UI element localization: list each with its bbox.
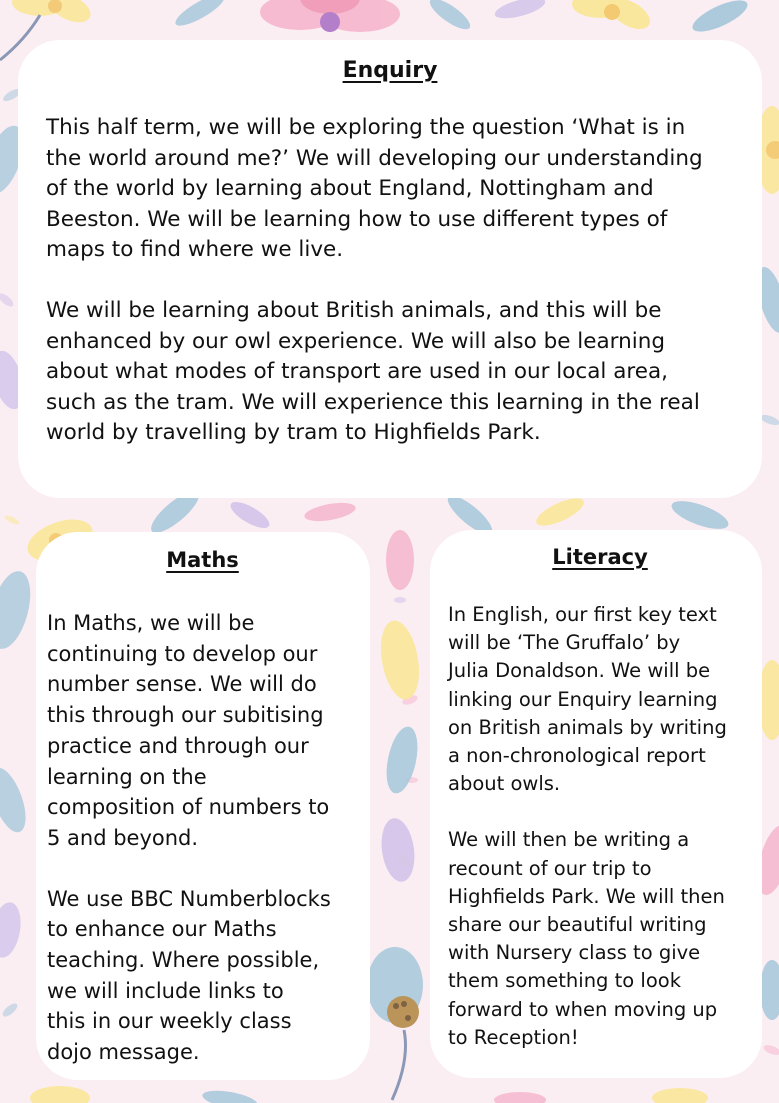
text-line: on British animals by writing [448, 715, 727, 739]
text-line: such as the tram. We will experience this learning in the real [46, 389, 700, 415]
text-line: we will include links to [47, 978, 284, 1003]
text-line: teaching. Where possible, [47, 948, 320, 973]
text-line: them something to look [448, 969, 681, 993]
enquiry-paragraph-2 [46, 296, 734, 449]
text-line: enhanced by our owl experience. We will also be learning [46, 328, 666, 354]
text-line: In Maths, we will be [47, 611, 255, 635]
text-line: with Nursery class to give [448, 941, 701, 965]
text-line: the world around me?’ We will developing our understanding [46, 145, 703, 171]
text-line: This half term, we will be exploring the question ‘What is in [46, 115, 686, 140]
text-line: about what modes of transport are used in our local area, [46, 359, 668, 385]
literacy-paragraph-2 [448, 826, 752, 1052]
text-line: maps to find where we live. [46, 237, 344, 263]
text-line: In English, our first key text [448, 603, 717, 626]
enquiry-paragraph-1 [46, 113, 734, 266]
text-line: share our beautiful writing [448, 913, 707, 937]
text-line: linking our Enquiry learning [448, 687, 718, 711]
text-line: Julia Donaldson. We will be [448, 659, 711, 683]
text-line: We use BBC Numberblocks [47, 886, 331, 911]
maths-panel [36, 532, 370, 1080]
text-line: forward to when moving up [448, 997, 718, 1021]
text-line: continuing to develop our [47, 641, 318, 666]
text-line: about owls. [448, 772, 561, 796]
text-line: this through our subitising [47, 703, 324, 728]
text-line: this in our weekly class [47, 1009, 292, 1034]
literacy-heading: Literacy [552, 545, 648, 569]
maths-heading: Maths [166, 548, 239, 572]
text-line: of the world by learning about England, Nottingham and [46, 176, 654, 202]
text-line: Beeston. We will be learning how to use different types of [46, 206, 668, 232]
literacy-paragraph-1 [448, 601, 752, 798]
maths-paragraph-2 [47, 884, 358, 1068]
text-line: We will then be writing a [448, 828, 690, 852]
maths-paragraph-1 [47, 608, 358, 854]
text-line: a non-chronological report [448, 744, 706, 768]
text-line: 5 and beyond. [47, 825, 199, 850]
text-line: world by travelling by tram to Highfields Park. [46, 420, 541, 446]
text-line: We will be learning about British animals, and this will be [46, 297, 662, 323]
text-line: to Reception! [448, 1025, 579, 1049]
text-line: composition of numbers to [47, 795, 330, 820]
text-line: recount of our trip to [448, 856, 652, 880]
enquiry-panel [18, 40, 762, 498]
text-line: number sense. We will do [47, 672, 317, 697]
text-line: dojo message. [47, 1040, 200, 1065]
text-line: practice and through our [47, 733, 309, 758]
enquiry-heading: Enquiry [342, 58, 438, 83]
text-line: learning on the [47, 764, 207, 789]
text-line: Highfields Park. We will then [448, 884, 725, 908]
text-line: will be ‘The Gruffalo’ by [448, 631, 681, 655]
literacy-panel [430, 530, 762, 1078]
text-line: to enhance our Maths [47, 917, 277, 942]
